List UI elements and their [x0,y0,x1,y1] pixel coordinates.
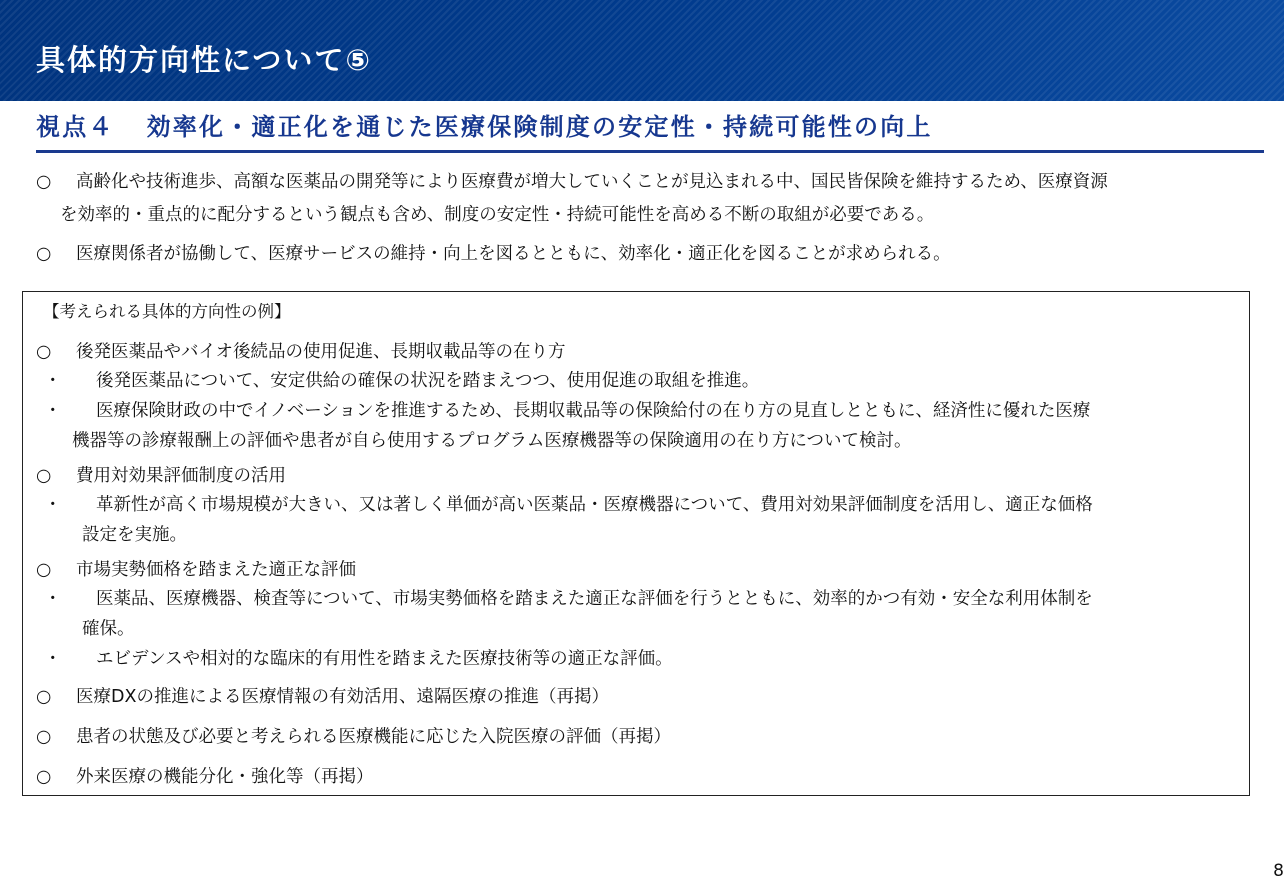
intro-paragraph [36,238,1266,271]
list-item [36,720,1246,754]
sub-item-line: 革新性が高く市場規模が大きい、又は著しく単価が高い医薬品・医療機器について、費用対効果評価制度を活用し、適正な価格 [96,495,1093,515]
page-number: 8 [1273,861,1284,881]
section-subtitle [36,110,933,144]
examples-box [22,291,1250,796]
sub-item-line: エビデンスや相対的な臨床的有用性を踏まえた医療技術等の適正な評価。 [96,649,673,669]
intro-paragraph-line: 医療関係者が協働して、医療サービスの維持・向上を図るとともに、効率化・適正化を図ることが求められる。 [76,244,951,264]
list-item [36,760,1246,794]
sub-item-line: 医療保険財政の中でイノベーションを推進するため、長期収載品等の保険給付の在り方の見直しとともに、経済性に優れた医療 [96,401,1091,421]
list-item [36,680,1246,714]
list-item-title: 患者の状態及び必要と考えられる医療機能に応じた入院医療の評価（再掲） [76,727,671,747]
examples-list [36,338,1246,794]
sub-item-line: 確保。 [82,619,135,639]
circle-bullet-icon: ○ [36,687,52,707]
circle-bullet-icon: ○ [36,342,52,362]
list-item-title: 医療DXの推進による医療情報の有効活用、遠隔医療の推進（再掲） [76,687,609,707]
circle-bullet-icon: ○ [36,172,52,192]
list-item-title: 後発医薬品やバイオ後続品の使用促進、長期収載品等の在り方 [76,342,566,362]
circle-bullet-icon: ○ [36,466,52,486]
subtitle-text: 効率化・適正化を通じた医療保険制度の安定性・持続可能性の向上 [146,113,933,141]
circle-bullet-icon: ○ [36,727,52,747]
list-item [36,556,1246,674]
list-item-title: 外来医療の機能分化・強化等（再掲） [76,767,374,787]
examples-heading: 【考えられる具体的方向性の例】 [43,302,291,321]
dot-bullet-icon: ・ [44,589,62,609]
subtitle-prefix: 視点４ [36,113,115,141]
sub-item-line: 機器等の診療報酬上の評価や患者が自ら使用するプログラム医療機器等の保険適用の在り方について検討。 [72,431,912,451]
sub-item-line: 設定を実施。 [82,525,187,545]
circle-bullet-icon: ○ [36,767,52,787]
list-item-title: 費用対効果評価制度の活用 [76,466,286,486]
dot-bullet-icon: ・ [44,401,62,421]
subtitle-divider [36,150,1264,153]
dot-bullet-icon: ・ [44,495,62,515]
sub-item [36,396,1246,456]
list-item [36,462,1246,550]
intro-section [36,166,1266,271]
intro-paragraph-line: 高齢化や技術進歩、高額な医薬品の開発等により医療費が増大していくことが見込まれる中、国民皆保険を維持するため、医療資源 [76,172,1108,192]
sub-item [36,490,1246,550]
intro-paragraph-line: を効率的・重点的に配分するという観点も含め、制度の安定性・持続可能性を高める不断の取組が必要である。 [60,205,935,225]
sub-item [36,644,1246,674]
sub-item [36,584,1246,644]
dot-bullet-icon: ・ [44,649,62,669]
page-title: 具体的方向性について⑤ [36,43,372,77]
header-bar [0,0,1284,101]
list-item-title: 市場実勢価格を踏まえた適正な評価 [76,560,356,580]
circle-bullet-icon: ○ [36,560,52,580]
list-item [36,338,1246,456]
sub-item-line: 医薬品、医療機器、検査等について、市場実勢価格を踏まえた適正な評価を行うとともに、効率的かつ有効・安全な利用体制を [96,589,1093,609]
intro-paragraph [36,166,1266,232]
dot-bullet-icon: ・ [44,371,62,391]
sub-item [36,366,1246,396]
sub-item-line: 後発医薬品について、安定供給の確保の状況を踏まえつつ、使用促進の取組を推進。 [96,371,760,391]
circle-bullet-icon: ○ [36,244,52,264]
